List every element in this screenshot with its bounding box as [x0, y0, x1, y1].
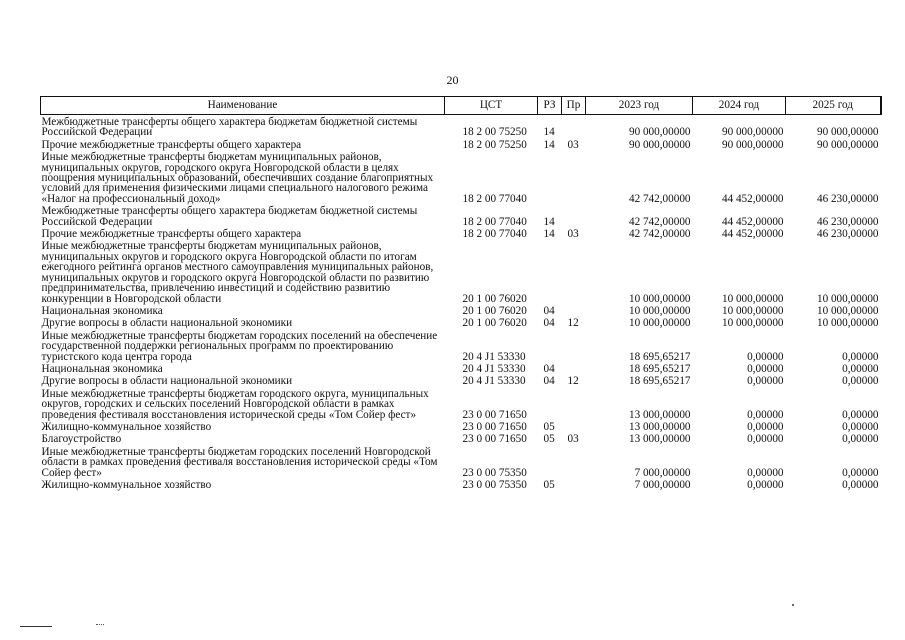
cell-rz: 05	[543, 420, 555, 433]
cell-y2023: 90 000,00000	[628, 126, 691, 139]
cell-rz: 14	[543, 138, 555, 151]
table-row	[41, 445, 881, 478]
cell-rz	[538, 387, 562, 420]
cell-name: Иные межбюджетные трансферты бюджетам муниципальных районов, муниципальных округов и городского округа Новгородской области по итогам ежегодного рейтинга органов местного самоуправления муниципальных районов, муниципальных округов и городского округа Новгородской области по развитию предпринимательства, привлечению инвестиций и содействию развитию конкуренции в Новгородской области	[41, 240, 434, 305]
cell-pr	[562, 204, 586, 227]
cell-pr: 03	[567, 228, 579, 241]
footer-dots	[96, 624, 104, 625]
cell-pr	[562, 362, 586, 374]
cell-y2024: 10 000,00000	[721, 304, 784, 317]
table-row	[41, 304, 881, 316]
cell-rz: 14	[543, 215, 555, 228]
table-row	[41, 204, 881, 227]
table-row	[41, 374, 881, 386]
header-pr: Пр	[562, 97, 586, 115]
cell-name: Иные межбюджетные трансферты бюджетам городских поселений Новгородской области в рамках проведения фестиваля восстановления исторической среды «Том Сойер фест»	[41, 445, 438, 479]
cell-y2024: 0,00000	[747, 466, 784, 479]
cell-pr	[562, 420, 586, 432]
cell-pr	[562, 115, 586, 138]
cell-csr: 23 0 00 75350	[462, 466, 527, 479]
cell-rz	[538, 445, 562, 478]
cell-csr: 20 1 00 76020	[462, 304, 527, 317]
cell-name: Другие вопросы в области национальной экономики	[41, 317, 293, 330]
page-number: 20	[446, 73, 459, 87]
footer-line	[20, 626, 52, 627]
cell-name: Иные межбюджетные трансферты бюджетам городского округа, муниципальных округов, городских и сельских поселений Новгородской области в рамках проведения фестиваля восстановления исторической среды «Том Сойер фест»	[41, 387, 429, 421]
cell-y2024: 0,00000	[747, 420, 784, 433]
cell-name: Иные межбюджетные трансферты бюджетам муниципальных районов, муниципальных округов, городского округа Новгородской области в целях поощрения муниципальных образований, обеспечивших создание благоприятных условий для применения физическими лицами специального налогового режима «Налог на профессиональный доход»	[41, 151, 434, 205]
cell-rz: 04	[543, 362, 555, 375]
cell-y2025: 0,00000	[842, 375, 879, 388]
cell-csr: 18 2 00 77040	[462, 228, 527, 241]
cell-y2024: 0,00000	[747, 433, 784, 446]
table-row	[41, 420, 881, 432]
cell-y2025: 90 000,00000	[816, 138, 879, 151]
cell-y2025: 46 230,00000	[816, 192, 879, 205]
cell-y2025: 0,00000	[842, 479, 879, 491]
cell-name: Межбюджетные трансферты общего характера бюджетам бюджетной системы Российской Федерации	[41, 116, 418, 139]
cell-y2025: 10 000,00000	[816, 292, 879, 305]
cell-rz: 05	[543, 479, 555, 491]
cell-name: Национальная экономика	[41, 362, 163, 375]
header-2023: 2023 год	[586, 97, 693, 115]
cell-name: Прочие межбюджетные трансферты общего характера	[41, 138, 302, 151]
cell-rz: 14	[543, 126, 555, 139]
cell-y2024: 0,00000	[747, 362, 784, 375]
table-header	[41, 97, 881, 115]
cell-y2024: 90 000,00000	[721, 126, 784, 139]
header-2024: 2024 год	[693, 97, 786, 115]
cell-name: Национальная экономика	[41, 304, 163, 317]
table-row	[41, 115, 881, 138]
cell-y2024: 0,00000	[747, 479, 784, 491]
cell-y2025: 0,00000	[842, 466, 879, 479]
cell-y2024: 0,00000	[747, 350, 784, 363]
cell-y2023: 10 000,00000	[628, 317, 691, 330]
cell-y2025: 0,00000	[842, 433, 879, 446]
cell-name: Жилищно-коммунальное хозяйство	[41, 420, 212, 433]
table-row	[41, 432, 881, 444]
cell-y2023: 18 695,65217	[628, 362, 691, 375]
cell-rz	[538, 150, 562, 204]
cell-csr: 23 0 00 71650	[462, 433, 527, 446]
cell-pr: 03	[567, 433, 579, 446]
cell-name: Жилищно-коммунальное хозяйство	[41, 479, 212, 491]
table-row	[41, 478, 881, 490]
cell-y2023: 13 000,00000	[628, 408, 691, 421]
cell-csr: 18 2 00 75250	[462, 138, 527, 151]
cell-pr	[562, 478, 586, 490]
cell-y2024: 0,00000	[747, 408, 784, 421]
cell-rz: 14	[543, 228, 555, 241]
header-name: Наименование	[41, 97, 445, 115]
cell-rz: 05	[543, 433, 555, 446]
cell-pr: 12	[567, 375, 579, 388]
cell-y2025: 46 230,00000	[816, 215, 879, 228]
cell-pr: 03	[567, 138, 579, 151]
cell-name: Межбюджетные трансферты общего характера бюджетам бюджетной системы Российской Федерации	[41, 205, 418, 228]
table-row	[41, 227, 881, 239]
cell-csr: 18 2 00 77040	[462, 192, 527, 205]
cell-y2024: 10 000,00000	[721, 292, 784, 305]
table-row	[41, 362, 881, 374]
cell-y2024: 10 000,00000	[721, 317, 784, 330]
cell-y2025: 90 000,00000	[816, 126, 879, 139]
table-row	[41, 329, 881, 362]
cell-y2024: 44 452,00000	[721, 192, 784, 205]
table-row	[41, 150, 881, 204]
cell-pr	[562, 304, 586, 316]
cell-rz: 04	[543, 317, 555, 330]
cell-y2024: 90 000,00000	[721, 138, 784, 151]
cell-y2023: 90 000,00000	[628, 138, 691, 151]
cell-csr: 20 4 J1 53330	[462, 362, 526, 375]
cell-rz: 04	[543, 375, 555, 388]
cell-pr: 12	[567, 317, 579, 330]
cell-y2025: 0,00000	[842, 408, 879, 421]
cell-y2025: 46 230,00000	[816, 228, 879, 241]
table-row	[41, 387, 881, 420]
cell-name: Другие вопросы в области национальной экономики	[41, 375, 293, 388]
cell-y2023: 13 000,00000	[628, 433, 691, 446]
scan-speck	[792, 604, 794, 606]
cell-name: Иные межбюджетные трансферты бюджетам городских поселений на обеспечение государственной поддержки региональных программ по проектированию туристского кода центра города	[41, 329, 438, 363]
cell-y2023: 42 742,00000	[628, 228, 691, 241]
table-row	[41, 316, 881, 328]
cell-y2023: 10 000,00000	[628, 292, 691, 305]
cell-pr	[562, 329, 586, 362]
cell-y2025: 0,00000	[842, 350, 879, 363]
cell-csr: 18 2 00 75250	[462, 126, 527, 139]
cell-y2024: 0,00000	[747, 375, 784, 388]
cell-y2023: 13 000,00000	[628, 420, 691, 433]
cell-name: Прочие межбюджетные трансферты общего характера	[41, 228, 302, 241]
cell-csr: 20 4 J1 53330	[462, 375, 526, 388]
cell-pr	[562, 445, 586, 478]
cell-y2025: 10 000,00000	[816, 317, 879, 330]
cell-y2023: 7 000,00000	[634, 466, 691, 479]
cell-y2024: 44 452,00000	[721, 215, 784, 228]
cell-csr: 23 0 00 71650	[462, 420, 527, 433]
cell-pr	[562, 387, 586, 420]
cell-y2023: 42 742,00000	[628, 192, 691, 205]
cell-rz: 04	[543, 304, 555, 317]
cell-y2023: 18 695,65217	[628, 375, 691, 388]
header-csr: ЦСТ	[445, 97, 538, 115]
cell-pr	[562, 239, 586, 303]
cell-rz	[538, 239, 562, 303]
cell-rz	[538, 329, 562, 362]
cell-csr: 20 4 J1 53330	[462, 350, 526, 363]
header-rz: РЗ	[538, 97, 562, 115]
cell-y2024: 44 452,00000	[721, 228, 784, 241]
cell-csr: 20 1 00 76020	[462, 317, 527, 330]
cell-y2025: 0,00000	[842, 420, 879, 433]
cell-pr	[562, 150, 586, 204]
table-row	[41, 138, 881, 150]
budget-table	[40, 96, 882, 490]
cell-csr: 20 1 00 76020	[462, 292, 527, 305]
cell-y2023: 7 000,00000	[634, 479, 691, 491]
cell-y2023: 18 695,65217	[628, 350, 691, 363]
cell-y2025: 10 000,00000	[816, 304, 879, 317]
cell-csr: 23 0 00 71650	[462, 408, 527, 421]
cell-y2025: 0,00000	[842, 362, 879, 375]
cell-csr: 18 2 00 77040	[462, 215, 527, 228]
header-2025: 2025 год	[786, 97, 881, 115]
cell-csr: 23 0 00 75350	[462, 479, 527, 491]
cell-y2023: 42 742,00000	[628, 215, 691, 228]
table-row	[41, 239, 881, 303]
cell-name: Благоустройство	[41, 433, 122, 446]
cell-y2023: 10 000,00000	[628, 304, 691, 317]
table-body	[41, 115, 881, 491]
